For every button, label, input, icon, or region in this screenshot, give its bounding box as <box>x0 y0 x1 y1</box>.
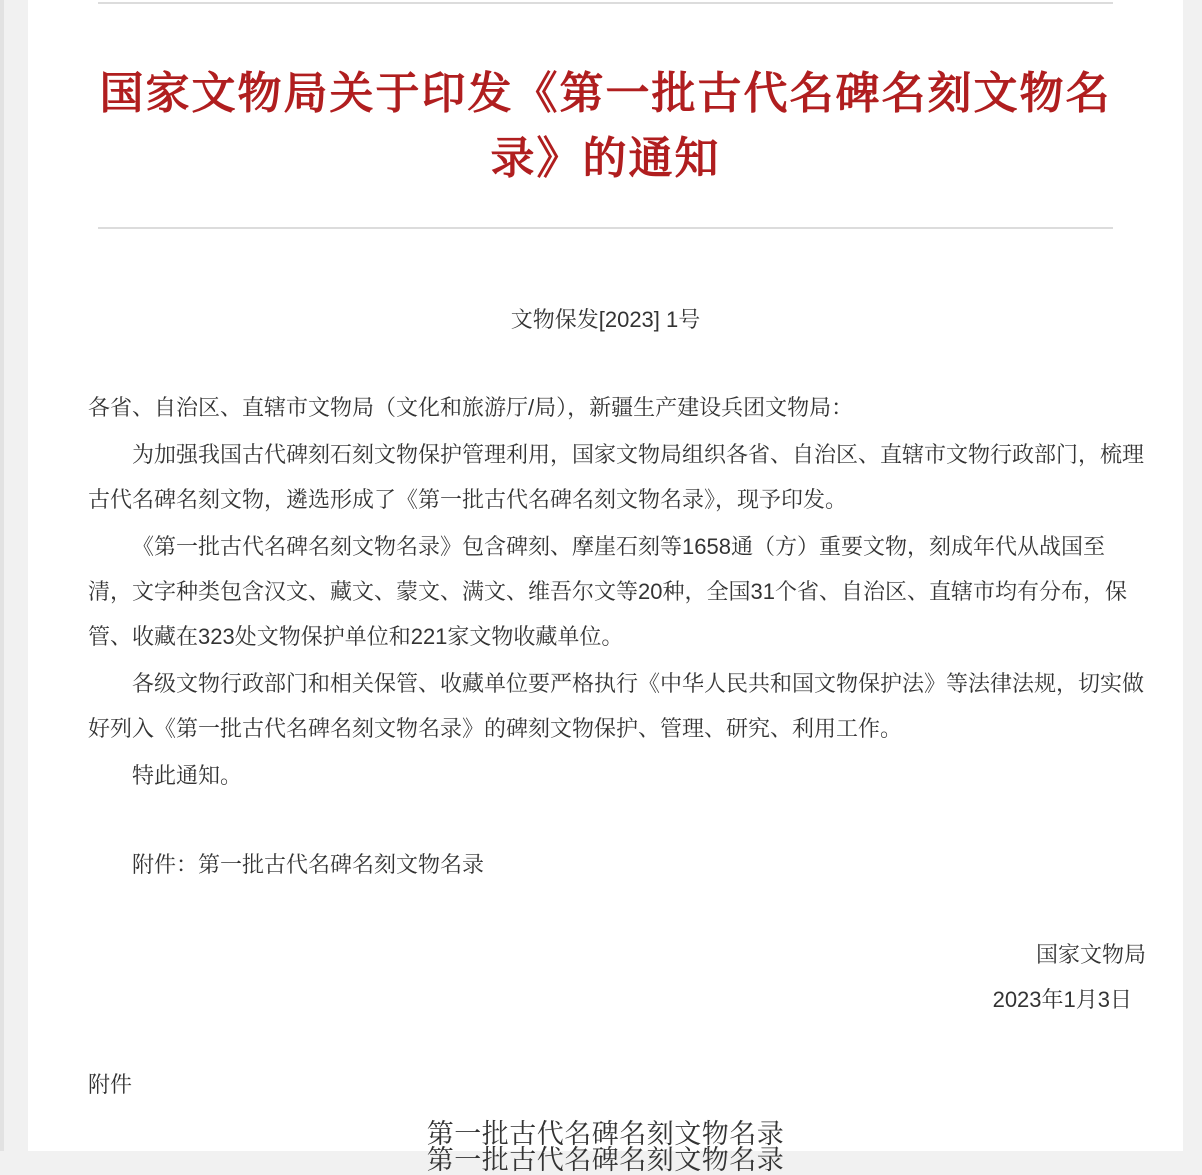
notice-title: 国家文物局关于印发《第一批古代名碑名刻文物名录》的通知 <box>99 69 1112 183</box>
appendix-title: 第一批古代名碑名刻文物名录 <box>426 1119 785 1149</box>
para-addressees: 各省、自治区、直辖市文物局（文化和旅游厅/局），新疆生产建设兵团文物局： <box>88 395 854 420</box>
notice-body <box>28 385 1183 887</box>
signature-block <box>28 932 1183 1022</box>
signature-date: 2023年1月3日 <box>992 987 1132 1012</box>
doc-number: 文物保发[2023] 1号 <box>510 307 701 332</box>
next-line-cutoff-text: 第一批古代名碑名刻文物名录 <box>426 1145 785 1175</box>
appendix-label: 附件 <box>88 1072 133 1097</box>
document-sheet <box>28 0 1183 1175</box>
left-edge-strip <box>0 0 4 1151</box>
signature-issuer: 国家文物局 <box>1035 942 1146 967</box>
next-line-cutoff <box>28 1145 1183 1175</box>
title-divider <box>98 227 1113 229</box>
top-divider <box>98 2 1113 4</box>
para-closing: 特此通知。 <box>132 763 243 788</box>
para-purpose: 为加强我国古代碑刻石刻文物保护管理利用，国家文物局组织各省、自治区、直辖市文物行政部门，梳理古代名碑名刻文物，遴选形成了《第一批古代名碑名刻文物名录》，现予印发。 <box>88 442 1145 512</box>
attachment-reference: 附件：第一批古代名碑名刻文物名录 <box>132 852 485 877</box>
para-list-contents: 《第一批古代名碑名刻文物名录》包含碑刻、摩崖石刻等1658通（方）重要文物，刻成年代从战国至清，文字种类包含汉文、藏文、蒙文、满文、维吾尔文等20种，全国31个省、自治区、直辖市均有分布，保管、收藏在323处文物保护单位和221家文物收藏单位。 <box>88 534 1127 649</box>
para-requirements: 各级文物行政部门和相关保管、收藏单位要严格执行《中华人民共和国文物保护法》等法律法规，切实做好列入《第一批古代名碑名刻文物名录》的碑刻文物保护、管理、研究、利用工作。 <box>88 671 1145 741</box>
